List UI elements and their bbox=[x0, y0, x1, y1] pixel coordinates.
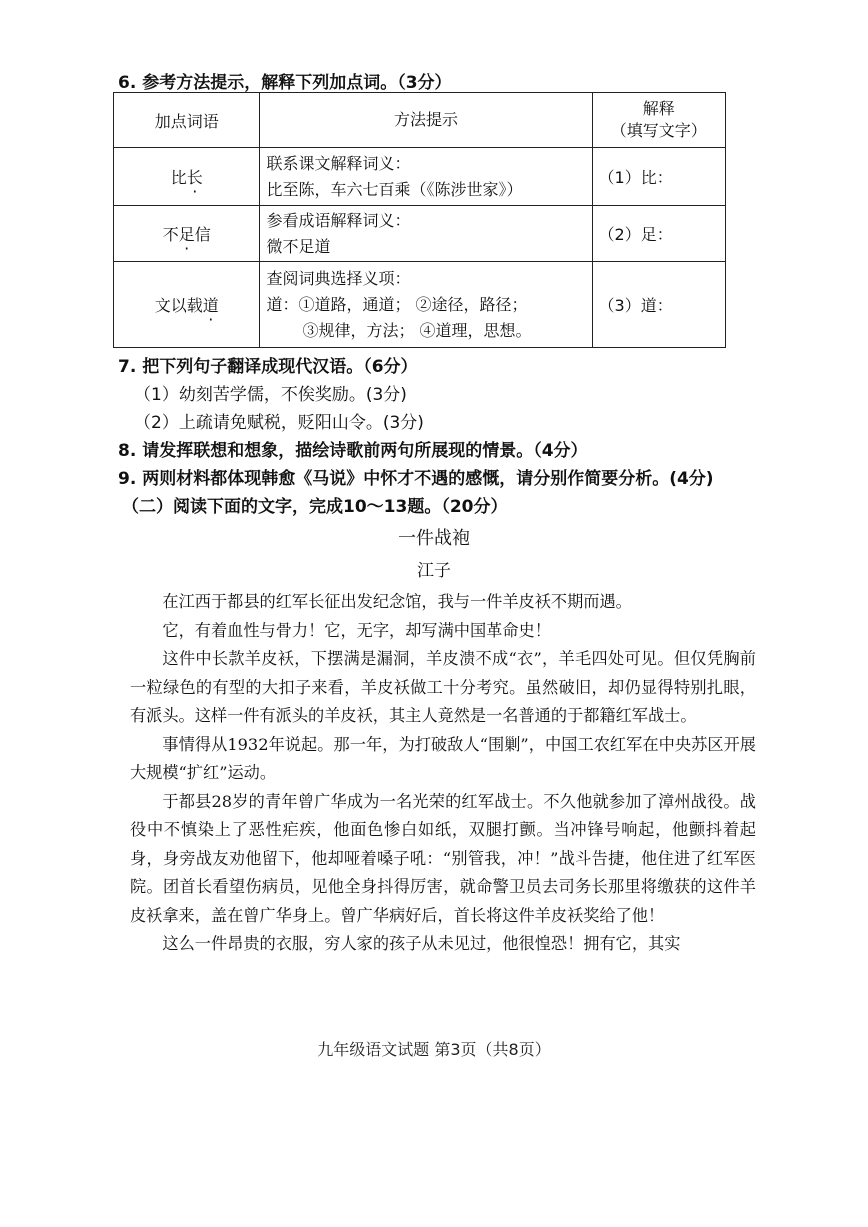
article-author: 江子 bbox=[417, 561, 451, 581]
dotted-word: 文以载道 bbox=[114, 262, 260, 348]
table-row bbox=[114, 262, 726, 348]
article-paragraph: 它，有着血性与骨力！它，无字，却写满中国革命史！ bbox=[162, 620, 551, 640]
page-footer: 九年级语文试题 第3页（共8页） bbox=[317, 1040, 551, 1059]
section-2-title: （二）阅读下面的文字，完成10～13题。（20分） bbox=[122, 497, 508, 517]
answer-blank[interactable]: （1）比： bbox=[592, 148, 725, 206]
question-8-title: 8. 请发挥联想和想象，描绘诗歌前两句所展现的情景。（4分） bbox=[118, 441, 588, 461]
dotted-word: 不足信 bbox=[114, 206, 260, 262]
method-hint: 参看成语解释词义： 微不足道 bbox=[260, 206, 592, 262]
answer-blank[interactable]: （2）足： bbox=[592, 206, 725, 262]
header-word: 加点词语 bbox=[114, 93, 260, 148]
article-paragraph: 这件中长款羊皮袄，下摆满是漏洞，羊皮溃不成“衣”，羊毛四处可见。但仅凭胸前一粒绿色的有型的大扣子来看，羊皮袄做工十分考究。虽然破旧，却仍显得特别扎眼，有派头。这样一件有派头的羊皮袄，其主人竟然是一名普通的于都籍红军战士。 bbox=[130, 649, 756, 725]
table-row bbox=[114, 148, 726, 206]
table-row bbox=[114, 206, 726, 262]
header-explain-label: 解释 bbox=[642, 99, 675, 118]
question-7-title: 7. 把下列句子翻译成现代汉语。（6分） bbox=[118, 357, 418, 377]
question-9-title: 9. 两则材料都体现韩愈《马说》中怀才不遇的感慨，请分别作简要分析。(4分) bbox=[118, 469, 714, 489]
question-6-title: 6. 参考方法提示，解释下列加点词。（3分） bbox=[118, 73, 452, 93]
article-title: 一件战袍 bbox=[398, 528, 470, 549]
method-hint: 查阅词典选择义项： 道：①道路，通道； ②途径，路径； ③规律，方法； ④道理，思想。 bbox=[260, 262, 592, 348]
article-paragraph: 在江西于都县的红军长征出发纪念馆，我与一件羊皮袄不期而遇。 bbox=[162, 592, 632, 611]
table-header-row bbox=[114, 93, 726, 148]
question-7-sentence-2: （2）上疏请免赋税，贬阳山令。(3分) bbox=[134, 413, 424, 433]
article-body bbox=[130, 588, 756, 959]
article-paragraph: 这么一件昂贵的衣服，穷人家的孩子从未见过，他很惶恐！拥有它，其实 bbox=[162, 934, 681, 953]
dotted-word: 比长 bbox=[114, 148, 260, 206]
article-paragraph: 事情得从1932年说起。那一年，为打破敌人“围剿”，中国工农红军在中央苏区开展大规模“扩红”运动。 bbox=[130, 734, 756, 782]
method-hint: 联系课文解释词义： 比至陈，车六七百乘（《陈涉世家》） bbox=[260, 148, 592, 206]
method-hint-table bbox=[113, 92, 726, 348]
question-7-sentence-1: （1）幼刻苦学儒，不俟奖励。(3分) bbox=[134, 385, 407, 405]
answer-blank[interactable]: （3）道： bbox=[592, 262, 725, 348]
header-method: 方法提示 bbox=[260, 93, 592, 148]
header-explain bbox=[592, 93, 725, 148]
header-explain-note: （填写文字） bbox=[610, 121, 707, 140]
article-paragraph: 于都县28岁的青年曾广华成为一名光荣的红军战士。不久他就参加了漳州战役。战役中不慎染上了恶性疟疾，他面色惨白如纸，双腿打颤。当冲锋号响起，他颤抖着起身，身旁战友劝他留下，他却哑着嗓子吼：“别管我，冲！”战斗告捷，他住进了红军医院。团首长看望伤病员，见他全身抖得厉害，就命警卫员去司务长那里将缴获的这件羊皮袄拿来，盖在曾广华身上。曾广华病好后，首长将这件羊皮袄奖给了他！ bbox=[130, 791, 756, 925]
